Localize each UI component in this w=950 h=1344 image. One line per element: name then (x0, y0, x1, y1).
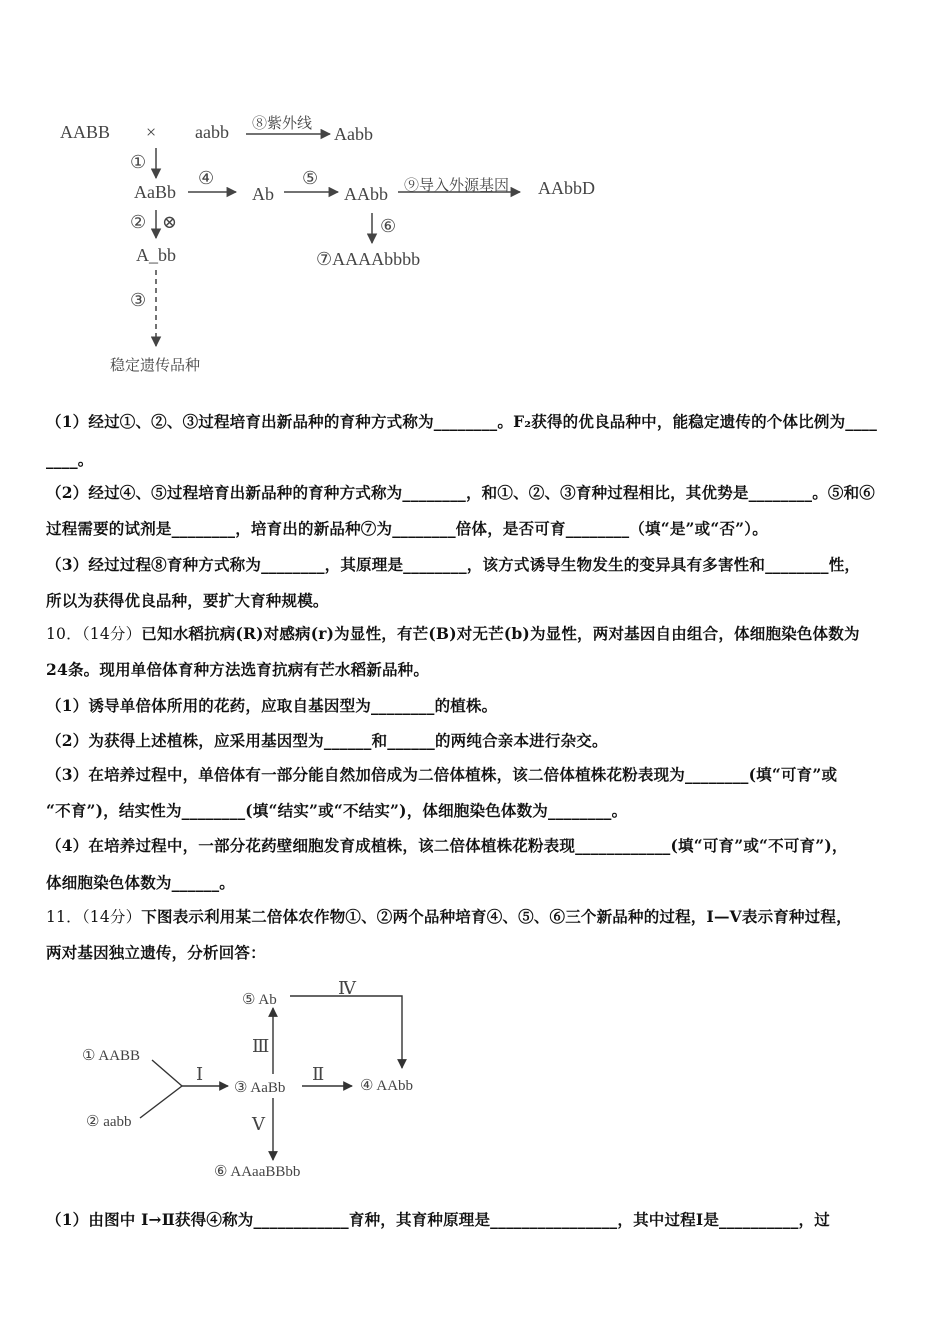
q10-line-8: 体细胞染色体数为______。 (46, 873, 236, 892)
label-V: Ⅴ (252, 1114, 265, 1134)
breeding-diagram-2 (0, 970, 950, 1200)
line-from-2 (140, 1086, 182, 1118)
diagram-2-arrows (0, 970, 950, 1200)
step2-label: ② (130, 212, 147, 232)
node-5-Ab: ⑤ Ab (242, 992, 277, 1008)
node-1-AABB: ① AABB (82, 1048, 141, 1064)
step4-label: ④ (198, 168, 215, 188)
cross-symbol: × (146, 122, 157, 142)
q11-line-3: （1）由图中 Ⅰ→Ⅱ获得④称为____________育种，其育种原理是________________，其中过程Ⅰ是__________，过 (46, 1210, 830, 1229)
q9-line-5: （3）经过过程⑧育种方式称为________，其原理是________，该方式诱导生物发生的变异具有多害性和________性， (46, 555, 861, 574)
q9-line-6: 所以为获得优良品种，要扩大育种规模。 (46, 591, 329, 610)
node-6-AAaaBBbb: ⑥ AAaaBBbb (214, 1164, 301, 1180)
q10-line-6: “不育”)，结实性为________(填“结实”或“不结实”)，体细胞染色体数为________。 (46, 801, 628, 820)
transgenic-AAbbD: AAbbD (538, 178, 595, 198)
label-I: Ⅰ (196, 1064, 204, 1084)
selfing-symbol: ⊗ (162, 212, 178, 232)
mutant-Aabb: Aabb (334, 124, 373, 144)
q11-line-2: 两对基因独立遗传，分析回答： (46, 943, 266, 962)
q10-line-1 (46, 622, 916, 646)
parent-AABB: AABB (60, 122, 111, 142)
line-from-1 (152, 1060, 182, 1086)
q9-line-1: （1）经过①、②、③过程培育出新品种的育种方式称为________。F₂获得的优良品种中，能稳定遗传的个体比例为____ (46, 412, 878, 431)
q11-text-1: 下图表示利用某二倍体农作物①、②两个品种培育④、⑤、⑥三个新品种的过程，Ⅰ—Ⅴ表示育种过程， (141, 907, 852, 926)
step1-label: ① (130, 152, 147, 172)
q10-number: 10．（14分） (46, 625, 142, 643)
label-IV: Ⅳ (338, 978, 356, 998)
genotype-A_bb: A_bb (136, 245, 176, 265)
q10-line-5: （3）在培养过程中，单倍体有一部分能自然加倍成为二倍体植株，该二倍体植株花粉表现为________(填“可育”或 (46, 765, 838, 784)
q10-line-3: （1）诱导单倍体所用的花药，应取自基因型为________的植株。 (46, 696, 498, 715)
label-III: Ⅲ (252, 1036, 270, 1056)
step8-label: ⑧紫外线 (252, 116, 313, 132)
q10-line-7: （4）在培养过程中，一部分花药壁细胞发育成植株，该二倍体植株花粉表现____________(填“可育”或“不可育”)， (46, 836, 848, 855)
q9-line-3: （2）经过④、⑤过程培育出新品种的育种方式称为________，和①、②、③育种过程相比，其优势是________。⑤和⑥ (46, 483, 875, 502)
step3-label: ③ (130, 290, 147, 310)
step5-label: ⑤ (302, 168, 319, 188)
step9-label: ⑨导入外源基因 (404, 178, 510, 194)
doubled-AAbb: AAbb (344, 184, 388, 204)
breeding-diagram-1 (0, 0, 950, 400)
haploid-Ab: Ab (252, 184, 274, 204)
label-II: Ⅱ (312, 1064, 325, 1084)
stable-variety-label: 稳定遗传品种 (110, 358, 201, 374)
arrow-IV (290, 996, 402, 1068)
q11-number: 11．（14分） (46, 908, 142, 926)
parent-aabb: aabb (195, 122, 229, 142)
q9-line-2: ____。 (46, 450, 94, 469)
q10-line-2: 24条。现用单倍体育种方法选育抗病有芒水稻新品种。 (46, 660, 430, 679)
node-4-AAbb: ④ AAbb (360, 1078, 414, 1094)
q10-line-4: （2）为获得上述植株，应采用基因型为______和______的两纯合亲本进行杂交。 (46, 731, 608, 750)
node-3-AaBb: ③ AaBb (234, 1080, 286, 1096)
node-2-aabb: ② aabb (86, 1114, 132, 1130)
step6-label: ⑥ (380, 216, 397, 236)
tetraploid-AAAAbbbb: ⑦AAAAbbbb (316, 249, 421, 269)
q11-line-1 (46, 905, 916, 929)
q9-line-4: 过程需要的试剂是________，培育出的新品种⑦为________倍体，是否可育________（填“是”或“否”）。 (46, 519, 768, 538)
q10-text-1: 已知水稻抗病(R)对感病(r)为显性，有芒(B)对无芒(b)为显性，两对基因自由组合，体细胞染色体数为 (141, 624, 860, 643)
f1-AaBb: AaBb (134, 182, 176, 202)
